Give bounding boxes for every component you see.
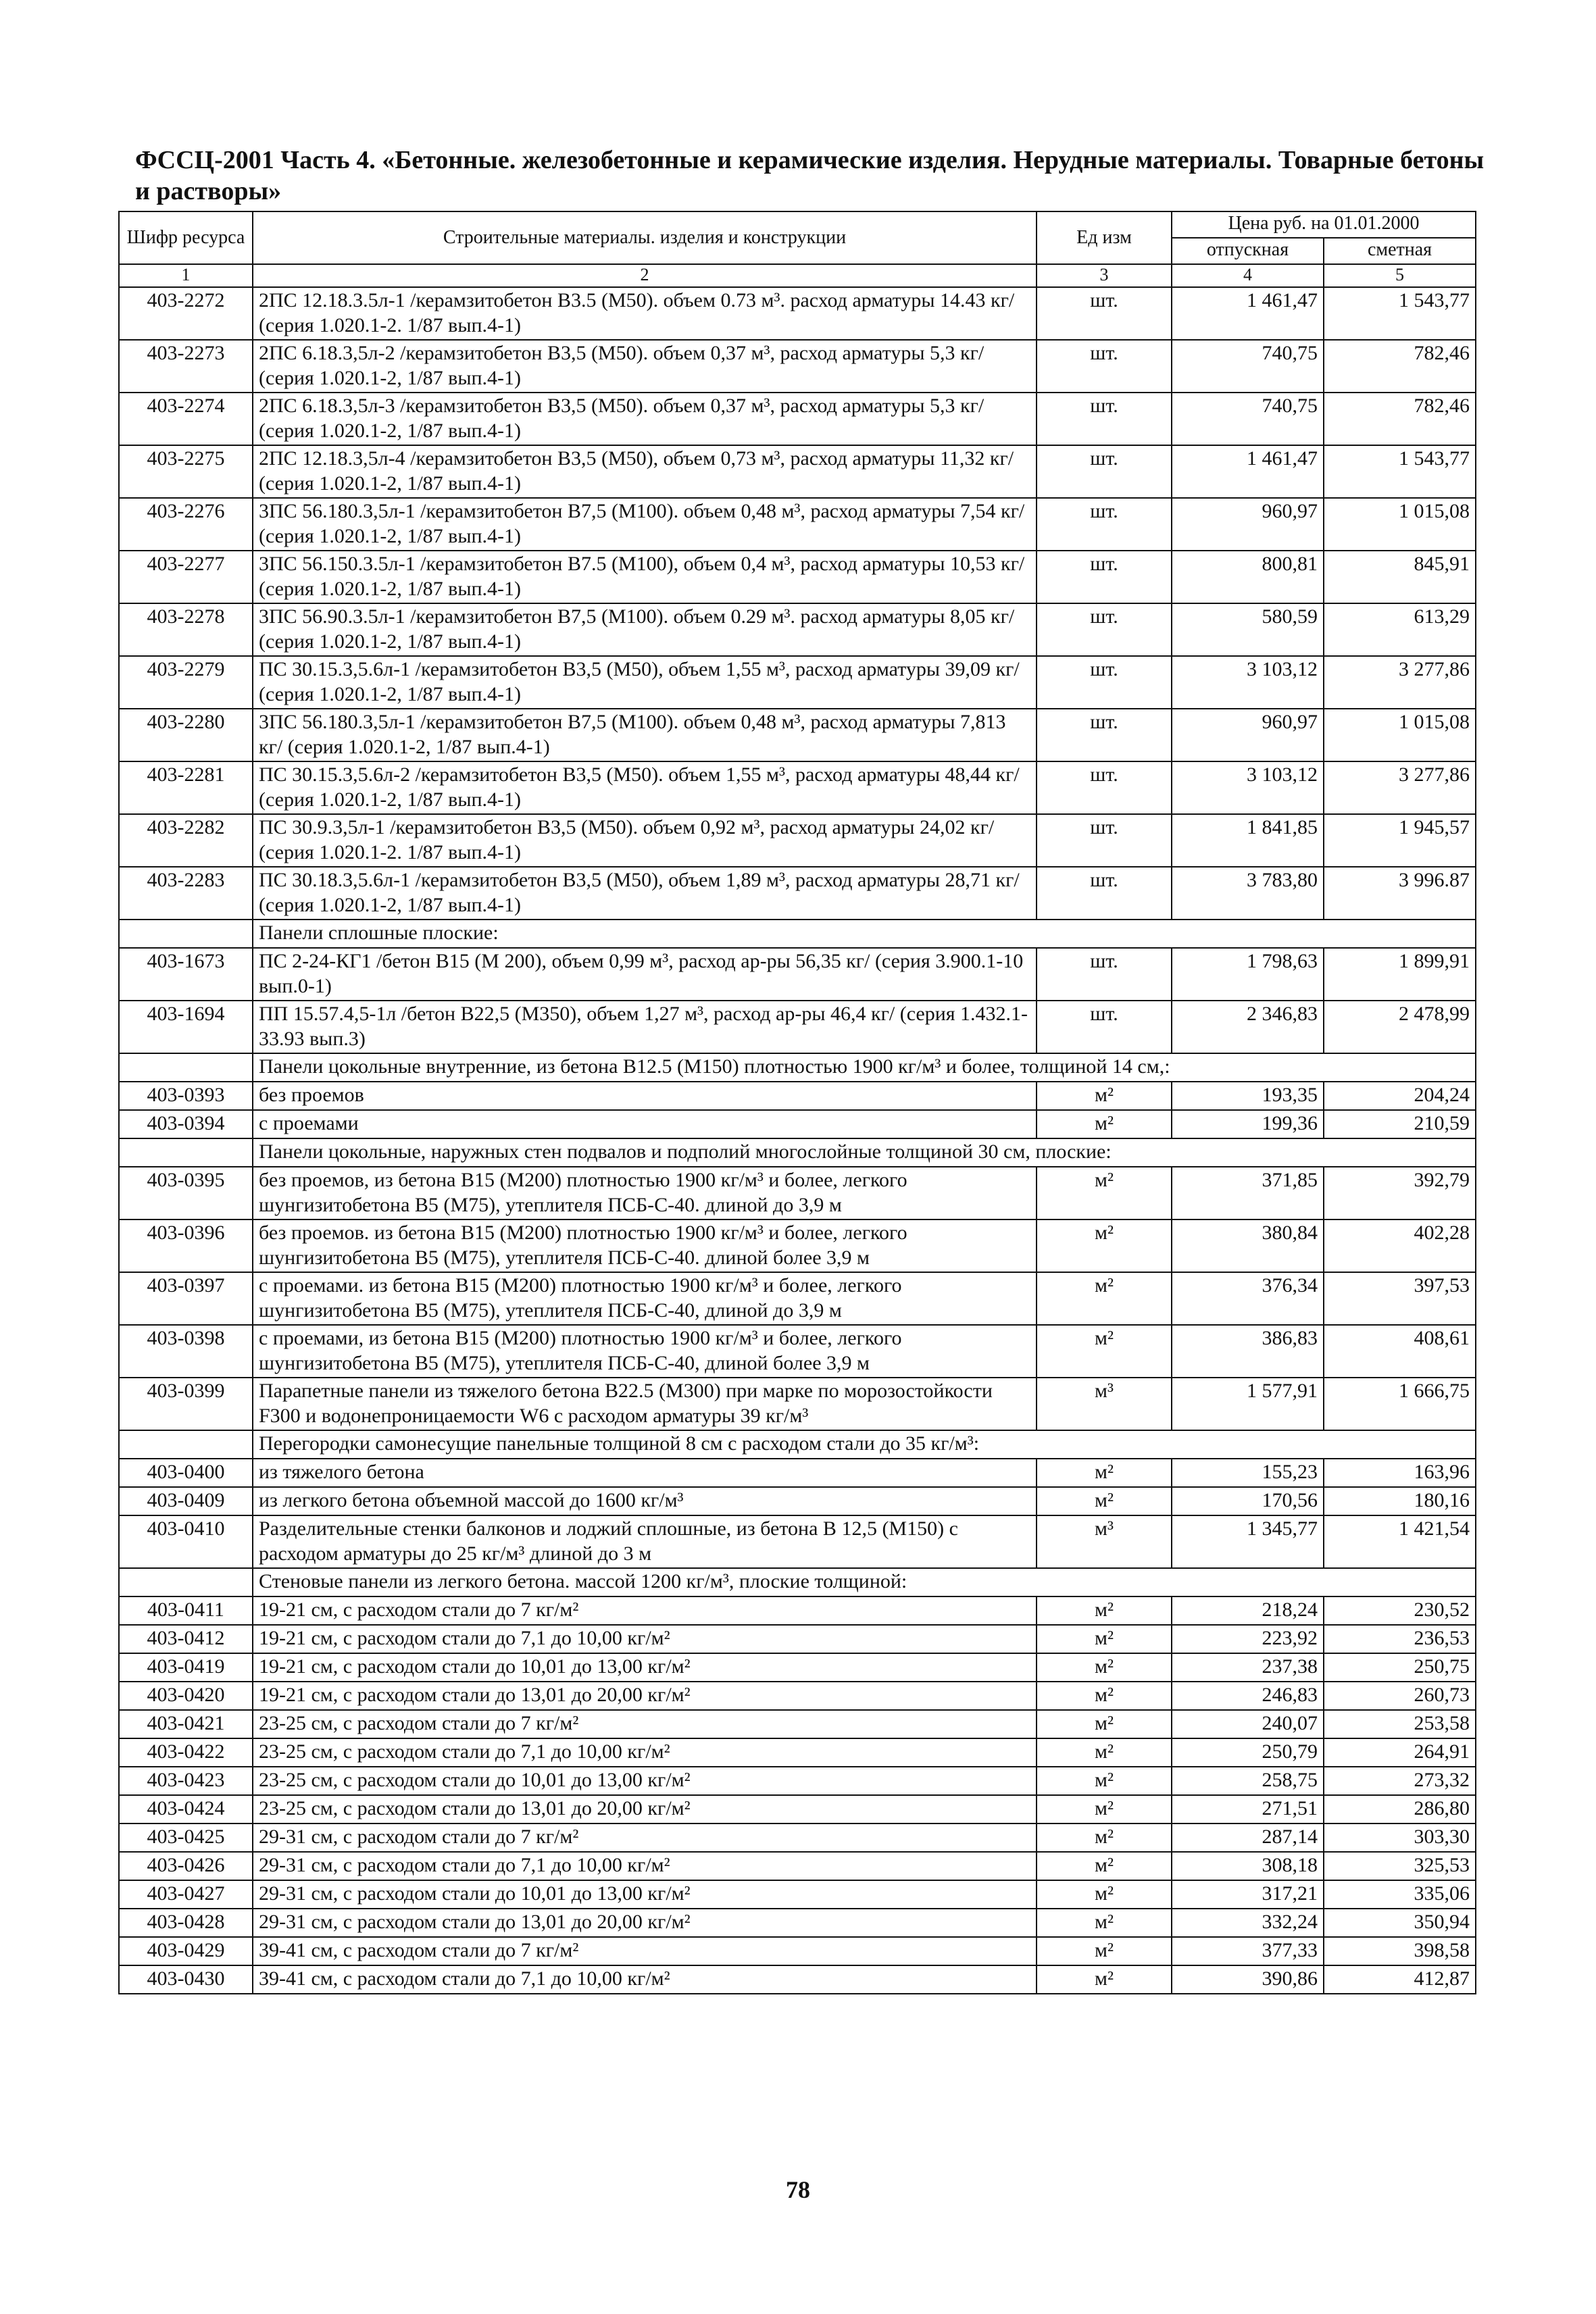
code-cell: 403-2281 (119, 761, 253, 814)
name-cell: 2ПС 6.18.3,5л-2 /керамзитобетон B3,5 (M50). объем 0,37 м³, расход арматуры 5,3 кг/ (серия 1.020.1-2, 1/87 вып.4-1) (253, 340, 1037, 393)
table-row (119, 867, 1476, 920)
col-header-name: Строительные материалы. изделия и конструкции (253, 211, 1037, 264)
unit-cell: шт. (1037, 948, 1172, 1001)
estimate-price-cell: 3 996.87 (1324, 867, 1476, 920)
code-cell: 403-0399 (119, 1378, 253, 1430)
unit-cell: шт. (1037, 656, 1172, 709)
estimate-price-cell: 782,46 (1324, 393, 1476, 445)
section-heading: Панели сплошные плоские: (253, 920, 1476, 948)
name-cell: Разделительные стенки балконов и лоджий сплошные, из бетона B 12,5 (M150) с расходом арматуры до 25 кг/м³ длиной до 3 м (253, 1515, 1037, 1568)
code-cell: 403-0430 (119, 1965, 253, 1994)
estimate-price-cell: 335,06 (1324, 1880, 1476, 1909)
unit-cell: шт. (1037, 814, 1172, 867)
code-cell: 403-2278 (119, 603, 253, 656)
table-row (119, 1965, 1476, 1994)
release-price-cell: 1 577,91 (1172, 1378, 1324, 1430)
release-price-cell: 240,07 (1172, 1710, 1324, 1738)
unit-cell: м² (1037, 1880, 1172, 1909)
unit-cell: шт. (1037, 393, 1172, 445)
table-row (119, 1219, 1476, 1272)
code-cell: 403-0409 (119, 1487, 253, 1515)
code-cell: 403-0420 (119, 1682, 253, 1710)
estimate-price-cell: 286,80 (1324, 1795, 1476, 1823)
code-cell: 403-0427 (119, 1880, 253, 1909)
section-heading: Перегородки самонесущие панельные толщиной 8 см с расходом стали до 35 кг/м³: (253, 1430, 1476, 1459)
table-row (119, 551, 1476, 603)
col-header-release-price: отпускная (1172, 238, 1324, 264)
estimate-price-cell: 613,29 (1324, 603, 1476, 656)
estimate-price-cell: 392,79 (1324, 1167, 1476, 1219)
table-row (119, 948, 1476, 1001)
table-row (119, 498, 1476, 551)
unit-cell: м² (1037, 1487, 1172, 1515)
estimate-price-cell: 1 666,75 (1324, 1378, 1476, 1430)
release-price-cell: 3 103,12 (1172, 656, 1324, 709)
table-row (119, 656, 1476, 709)
unit-cell: шт. (1037, 603, 1172, 656)
release-price-cell: 1 461,47 (1172, 287, 1324, 340)
code-cell: 403-0411 (119, 1596, 253, 1625)
estimate-price-cell: 204,24 (1324, 1082, 1476, 1110)
estimate-price-cell: 845,91 (1324, 551, 1476, 603)
estimate-price-cell: 398,58 (1324, 1937, 1476, 1965)
unit-cell: м² (1037, 1110, 1172, 1138)
code-cell: 403-2276 (119, 498, 253, 551)
code-cell: 403-2280 (119, 709, 253, 761)
unit-cell: м² (1037, 1272, 1172, 1325)
unit-cell: м³ (1037, 1378, 1172, 1430)
code-cell: 403-2274 (119, 393, 253, 445)
release-price-cell: 1 841,85 (1172, 814, 1324, 867)
name-cell: 3ПС 56.180.3,5л-1 /керамзитобетон B7,5 (M100). объем 0,48 м³, расход арматуры 7,813 кг/ (серия 1.020.1-2, 1/87 вып.4-1) (253, 709, 1037, 761)
estimate-price-cell: 1 543,77 (1324, 445, 1476, 498)
name-cell: 29-31 см, с расходом стали до 10,01 до 13,00 кг/м² (253, 1880, 1037, 1909)
estimate-price-cell: 1 543,77 (1324, 287, 1476, 340)
name-cell: ПС 30.18.3,5.6л-1 /керамзитобетон B3,5 (M50), объем 1,89 м³, расход арматуры 28,71 кг/ (серия 1.020.1-2, 1/87 вып.4-1) (253, 867, 1037, 920)
table-row (119, 1653, 1476, 1682)
name-cell: 3ПС 56.180.3,5л-1 /керамзитобетон B7,5 (M100). объем 0,48 м³, расход арматуры 7,54 кг/ (серия 1.020.1-2, 1/87 вып.4-1) (253, 498, 1037, 551)
release-price-cell: 580,59 (1172, 603, 1324, 656)
table-row (119, 814, 1476, 867)
col-number: 4 (1172, 264, 1324, 287)
unit-cell: м² (1037, 1682, 1172, 1710)
col-number: 5 (1324, 264, 1476, 287)
code-cell: 403-0429 (119, 1937, 253, 1965)
unit-cell: м² (1037, 1710, 1172, 1738)
name-cell: без проемов. из бетона B15 (M200) плотностью 1900 кг/м³ и более, легкого шунгизитобетона B5 (M75), утеплителя ПСБ-С-40. длиной более 3,9 м (253, 1219, 1037, 1272)
unit-cell: м³ (1037, 1515, 1172, 1568)
name-cell: без проемов (253, 1082, 1037, 1110)
estimate-price-cell: 3 277,86 (1324, 656, 1476, 709)
code-cell: 403-0400 (119, 1459, 253, 1487)
release-price-cell: 390,86 (1172, 1965, 1324, 1994)
release-price-cell: 317,21 (1172, 1880, 1324, 1909)
unit-cell: м² (1037, 1767, 1172, 1795)
estimate-price-cell: 1 015,08 (1324, 498, 1476, 551)
col-header-price-group: Цена руб. на 01.01.2000 (1172, 211, 1476, 238)
code-cell: 403-0412 (119, 1625, 253, 1653)
table-row (119, 1738, 1476, 1767)
name-cell: 2ПС 12.18.3,5л-4 /керамзитобетон B3,5 (M50), объем 0,73 м³, расход арматуры 11,32 кг/ (серия 1.020.1-2, 1/87 вып.4-1) (253, 445, 1037, 498)
table-row (119, 1767, 1476, 1795)
table-row (119, 1082, 1476, 1110)
estimate-price-cell: 1 945,57 (1324, 814, 1476, 867)
release-price-cell: 170,56 (1172, 1487, 1324, 1515)
name-cell: ПС 30.9.3,5л-1 /керамзитобетон B3,5 (M50). объем 0,92 м³, расход арматуры 24,02 кг/ (серия 1.020.1-2. 1/87 вып.4-1) (253, 814, 1037, 867)
table-row (119, 1682, 1476, 1710)
unit-cell: м² (1037, 1823, 1172, 1852)
name-cell: 23-25 см, с расходом стали до 7 кг/м² (253, 1710, 1037, 1738)
section-code-cell (119, 1568, 253, 1596)
code-cell: 403-0419 (119, 1653, 253, 1682)
estimate-price-cell: 350,94 (1324, 1909, 1476, 1937)
name-cell: с проемами, из бетона B15 (M200) плотностью 1900 кг/м³ и более, легкого шунгизитобетона B5 (M75), утеплителя ПСБ-С-40, длиной более 3,9 м (253, 1325, 1037, 1378)
unit-cell: шт. (1037, 287, 1172, 340)
table-row (119, 445, 1476, 498)
unit-cell: шт. (1037, 551, 1172, 603)
section-row (119, 1430, 1476, 1459)
release-price-cell: 258,75 (1172, 1767, 1324, 1795)
release-price-cell: 740,75 (1172, 340, 1324, 393)
section-code-cell (119, 1138, 253, 1167)
estimate-price-cell: 264,91 (1324, 1738, 1476, 1767)
estimate-price-cell: 210,59 (1324, 1110, 1476, 1138)
table-header (119, 211, 1476, 287)
estimate-price-cell: 250,75 (1324, 1653, 1476, 1682)
unit-cell: м² (1037, 1325, 1172, 1378)
unit-cell: м² (1037, 1795, 1172, 1823)
estimate-price-cell: 236,53 (1324, 1625, 1476, 1653)
table-row (119, 1937, 1476, 1965)
name-cell: 29-31 см, с расходом стали до 13,01 до 20,00 кг/м² (253, 1909, 1037, 1937)
code-cell: 403-0425 (119, 1823, 253, 1852)
unit-cell: м² (1037, 1738, 1172, 1767)
code-cell: 403-2283 (119, 867, 253, 920)
code-cell: 403-2279 (119, 656, 253, 709)
release-price-cell: 250,79 (1172, 1738, 1324, 1767)
code-cell: 403-0423 (119, 1767, 253, 1795)
table-row (119, 1378, 1476, 1430)
release-price-cell: 3 783,80 (1172, 867, 1324, 920)
release-price-cell: 960,97 (1172, 498, 1324, 551)
code-cell: 403-2282 (119, 814, 253, 867)
col-header-code: Шифр ресурса (119, 211, 253, 264)
release-price-cell: 2 346,83 (1172, 1001, 1324, 1053)
col-header-unit: Ед изм (1037, 211, 1172, 264)
section-row (119, 1568, 1476, 1596)
price-table (118, 211, 1476, 1994)
estimate-price-cell: 397,53 (1324, 1272, 1476, 1325)
release-price-cell: 287,14 (1172, 1823, 1324, 1852)
release-price-cell: 199,36 (1172, 1110, 1324, 1138)
table-row (119, 1110, 1476, 1138)
estimate-price-cell: 253,58 (1324, 1710, 1476, 1738)
col-number: 3 (1037, 264, 1172, 287)
estimate-price-cell: 303,30 (1324, 1823, 1476, 1852)
code-cell: 403-0398 (119, 1325, 253, 1378)
table-row (119, 1515, 1476, 1568)
name-cell: с проемами. из бетона B15 (M200) плотностью 1900 кг/м³ и более, легкого шунгизитобетона B5 (M75), утеплителя ПСБ-С-40, длиной до 3,9 м (253, 1272, 1037, 1325)
estimate-price-cell: 260,73 (1324, 1682, 1476, 1710)
release-price-cell: 246,83 (1172, 1682, 1324, 1710)
name-cell: 23-25 см, с расходом стали до 10,01 до 13,00 кг/м² (253, 1767, 1037, 1795)
estimate-price-cell: 180,16 (1324, 1487, 1476, 1515)
code-cell: 403-0424 (119, 1795, 253, 1823)
code-cell: 403-0396 (119, 1219, 253, 1272)
code-cell: 403-0394 (119, 1110, 253, 1138)
table-row (119, 1880, 1476, 1909)
table-row (119, 1909, 1476, 1937)
release-price-cell: 332,24 (1172, 1909, 1324, 1937)
estimate-price-cell: 1 015,08 (1324, 709, 1476, 761)
table-row (119, 761, 1476, 814)
release-price-cell: 223,92 (1172, 1625, 1324, 1653)
unit-cell: м² (1037, 1852, 1172, 1880)
release-price-cell: 1 345,77 (1172, 1515, 1324, 1568)
table-row (119, 1272, 1476, 1325)
estimate-price-cell: 1 899,91 (1324, 948, 1476, 1001)
code-cell: 403-2273 (119, 340, 253, 393)
estimate-price-cell: 230,52 (1324, 1596, 1476, 1625)
name-cell: 39-41 см, с расходом стали до 7 кг/м² (253, 1937, 1037, 1965)
unit-cell: м² (1037, 1937, 1172, 1965)
section-code-cell (119, 1053, 253, 1082)
unit-cell: шт. (1037, 709, 1172, 761)
table-row (119, 1459, 1476, 1487)
table-row (119, 709, 1476, 761)
code-cell: 403-0393 (119, 1082, 253, 1110)
estimate-price-cell: 273,32 (1324, 1767, 1476, 1795)
code-cell: 403-0410 (119, 1515, 253, 1568)
release-price-cell: 960,97 (1172, 709, 1324, 761)
table-row (119, 1001, 1476, 1053)
section-row (119, 1053, 1476, 1082)
unit-cell: м² (1037, 1082, 1172, 1110)
table-row (119, 340, 1476, 393)
name-cell: без проемов, из бетона B15 (M200) плотностью 1900 кг/м³ и более, легкого шунгизитобетона B5 (M75), утеплителя ПСБ-С-40. длиной до 3,9 м (253, 1167, 1037, 1219)
unit-cell: м² (1037, 1219, 1172, 1272)
release-price-cell: 1 798,63 (1172, 948, 1324, 1001)
table-row (119, 287, 1476, 340)
page-title: ФССЦ-2001 Часть 4. «Бетонные. железобетонные и керамические изделия. Нерудные материалы. Товарные бетоны и растворы» (135, 146, 1485, 205)
release-price-cell: 380,84 (1172, 1219, 1324, 1272)
unit-cell: шт. (1037, 445, 1172, 498)
code-cell: 403-0397 (119, 1272, 253, 1325)
unit-cell: м² (1037, 1167, 1172, 1219)
release-price-cell: 218,24 (1172, 1596, 1324, 1625)
section-row (119, 1138, 1476, 1167)
name-cell: 3ПС 56.150.3.5л-1 /керамзитобетон B7.5 (M100), объем 0,4 м³, расход арматуры 10,53 кг/ (серия 1.020.1-2, 1/87 вып.4-1) (253, 551, 1037, 603)
release-price-cell: 376,34 (1172, 1272, 1324, 1325)
section-code-cell (119, 1430, 253, 1459)
release-price-cell: 155,23 (1172, 1459, 1324, 1487)
unit-cell: шт. (1037, 867, 1172, 920)
table-row (119, 393, 1476, 445)
name-cell: 2ПС 12.18.3.5л-1 /керамзитобетон B3.5 (M50). объем 0.73 м³. расход арматуры 14.43 кг/ (серия 1.020.1-2. 1/87 вып.4-1) (253, 287, 1037, 340)
table-row (119, 1795, 1476, 1823)
unit-cell: шт. (1037, 340, 1172, 393)
unit-cell: шт. (1037, 498, 1172, 551)
code-cell: 403-2275 (119, 445, 253, 498)
release-price-cell: 1 461,47 (1172, 445, 1324, 498)
section-row (119, 920, 1476, 948)
name-cell: 23-25 см, с расходом стали до 13,01 до 20,00 кг/м² (253, 1795, 1037, 1823)
name-cell: 19-21 см, с расходом стали до 10,01 до 13,00 кг/м² (253, 1653, 1037, 1682)
code-cell: 403-0428 (119, 1909, 253, 1937)
release-price-cell: 193,35 (1172, 1082, 1324, 1110)
release-price-cell: 271,51 (1172, 1795, 1324, 1823)
release-price-cell: 3 103,12 (1172, 761, 1324, 814)
name-cell: 29-31 см, с расходом стали до 7 кг/м² (253, 1823, 1037, 1852)
table-row (119, 1625, 1476, 1653)
name-cell: 39-41 см, с расходом стали до 7,1 до 10,00 кг/м² (253, 1965, 1037, 1994)
name-cell: Парапетные панели из тяжелого бетона B22.5 (M300) при марке по морозостойкости F300 и водонепроницаемости W6 с расходом арматуры 39 кг/м³ (253, 1378, 1037, 1430)
table-row (119, 1167, 1476, 1219)
name-cell: 2ПС 6.18.3,5л-3 /керамзитобетон B3,5 (M50). объем 0,37 м³, расход арматуры 5,3 кг/ (серия 1.020.1-2, 1/87 вып.4-1) (253, 393, 1037, 445)
estimate-price-cell: 3 277,86 (1324, 761, 1476, 814)
estimate-price-cell: 402,28 (1324, 1219, 1476, 1272)
unit-cell: м² (1037, 1625, 1172, 1653)
estimate-price-cell: 412,87 (1324, 1965, 1476, 1994)
page-number: 78 (786, 2176, 810, 2203)
unit-cell: шт. (1037, 1001, 1172, 1053)
unit-cell: м² (1037, 1596, 1172, 1625)
table-row (119, 603, 1476, 656)
code-cell: 403-0421 (119, 1710, 253, 1738)
name-cell: 29-31 см, с расходом стали до 7,1 до 10,00 кг/м² (253, 1852, 1037, 1880)
unit-cell: м² (1037, 1909, 1172, 1937)
estimate-price-cell: 782,46 (1324, 340, 1476, 393)
release-price-cell: 386,83 (1172, 1325, 1324, 1378)
release-price-cell: 377,33 (1172, 1937, 1324, 1965)
code-cell: 403-2277 (119, 551, 253, 603)
unit-cell: м² (1037, 1653, 1172, 1682)
release-price-cell: 371,85 (1172, 1167, 1324, 1219)
section-heading: Панели цокольные внутренние, из бетона B12.5 (M150) плотностью 1900 кг/м³ и более, толщиной 14 см,: (253, 1053, 1476, 1082)
name-cell: 19-21 см, с расходом стали до 7,1 до 10,00 кг/м² (253, 1625, 1037, 1653)
name-cell: с проемами (253, 1110, 1037, 1138)
code-cell: 403-1694 (119, 1001, 253, 1053)
estimate-price-cell: 2 478,99 (1324, 1001, 1476, 1053)
release-price-cell: 740,75 (1172, 393, 1324, 445)
col-number: 2 (253, 264, 1037, 287)
name-cell: ПС 2-24-КГ1 /бетон B15 (M 200), объем 0,99 м³, расход ар-ры 56,35 кг/ (серия 3.900.1-10 вып.0-1) (253, 948, 1037, 1001)
section-heading: Стеновые панели из легкого бетона. массой 1200 кг/м³, плоские толщиной: (253, 1568, 1476, 1596)
name-cell: ПП 15.57.4,5-1л /бетон B22,5 (M350), объем 1,27 м³, расход ар-ры 46,4 кг/ (серия 1.432.1-33.93 вып.3) (253, 1001, 1037, 1053)
name-cell: 19-21 см, с расходом стали до 13,01 до 20,00 кг/м² (253, 1682, 1037, 1710)
code-cell: 403-0422 (119, 1738, 253, 1767)
table-row (119, 1710, 1476, 1738)
section-heading: Панели цокольные, наружных стен подвалов и подполий многослойные толщиной 30 см, плоские: (253, 1138, 1476, 1167)
col-header-estimate-price: сметная (1324, 238, 1476, 264)
code-cell: 403-2272 (119, 287, 253, 340)
unit-cell: м² (1037, 1965, 1172, 1994)
release-price-cell: 800,81 (1172, 551, 1324, 603)
estimate-price-cell: 1 421,54 (1324, 1515, 1476, 1568)
code-cell: 403-0426 (119, 1852, 253, 1880)
name-cell: 23-25 см, с расходом стали до 7,1 до 10,00 кг/м² (253, 1738, 1037, 1767)
estimate-price-cell: 408,61 (1324, 1325, 1476, 1378)
table-body (119, 287, 1476, 1994)
table-row (119, 1596, 1476, 1625)
unit-cell: шт. (1037, 761, 1172, 814)
table-row (119, 1325, 1476, 1378)
release-price-cell: 308,18 (1172, 1852, 1324, 1880)
table-row (119, 1852, 1476, 1880)
table-row (119, 1487, 1476, 1515)
table-row (119, 1823, 1476, 1852)
code-cell: 403-0395 (119, 1167, 253, 1219)
estimate-price-cell: 325,53 (1324, 1852, 1476, 1880)
code-cell: 403-1673 (119, 948, 253, 1001)
name-cell: 3ПС 56.90.3.5л-1 /керамзитобетон B7,5 (M100). объем 0.29 м³. расход арматуры 8,05 кг/ (серия 1.020.1-2, 1/87 вып.4-1) (253, 603, 1037, 656)
estimate-price-cell: 163,96 (1324, 1459, 1476, 1487)
name-cell: ПС 30.15.3,5.6л-2 /керамзитобетон B3,5 (M50). объем 1,55 м³, расход арматуры 48,44 кг/ (серия 1.020.1-2, 1/87 вып.4-1) (253, 761, 1037, 814)
unit-cell: м² (1037, 1459, 1172, 1487)
release-price-cell: 237,38 (1172, 1653, 1324, 1682)
name-cell: ПС 30.15.3,5.6л-1 /керамзитобетон B3,5 (M50), объем 1,55 м³, расход арматуры 39,09 кг/ (серия 1.020.1-2, 1/87 вып.4-1) (253, 656, 1037, 709)
section-code-cell (119, 920, 253, 948)
name-cell: из легкого бетона объемной массой до 1600 кг/м³ (253, 1487, 1037, 1515)
name-cell: из тяжелого бетона (253, 1459, 1037, 1487)
col-number: 1 (119, 264, 253, 287)
name-cell: 19-21 см, с расходом стали до 7 кг/м² (253, 1596, 1037, 1625)
